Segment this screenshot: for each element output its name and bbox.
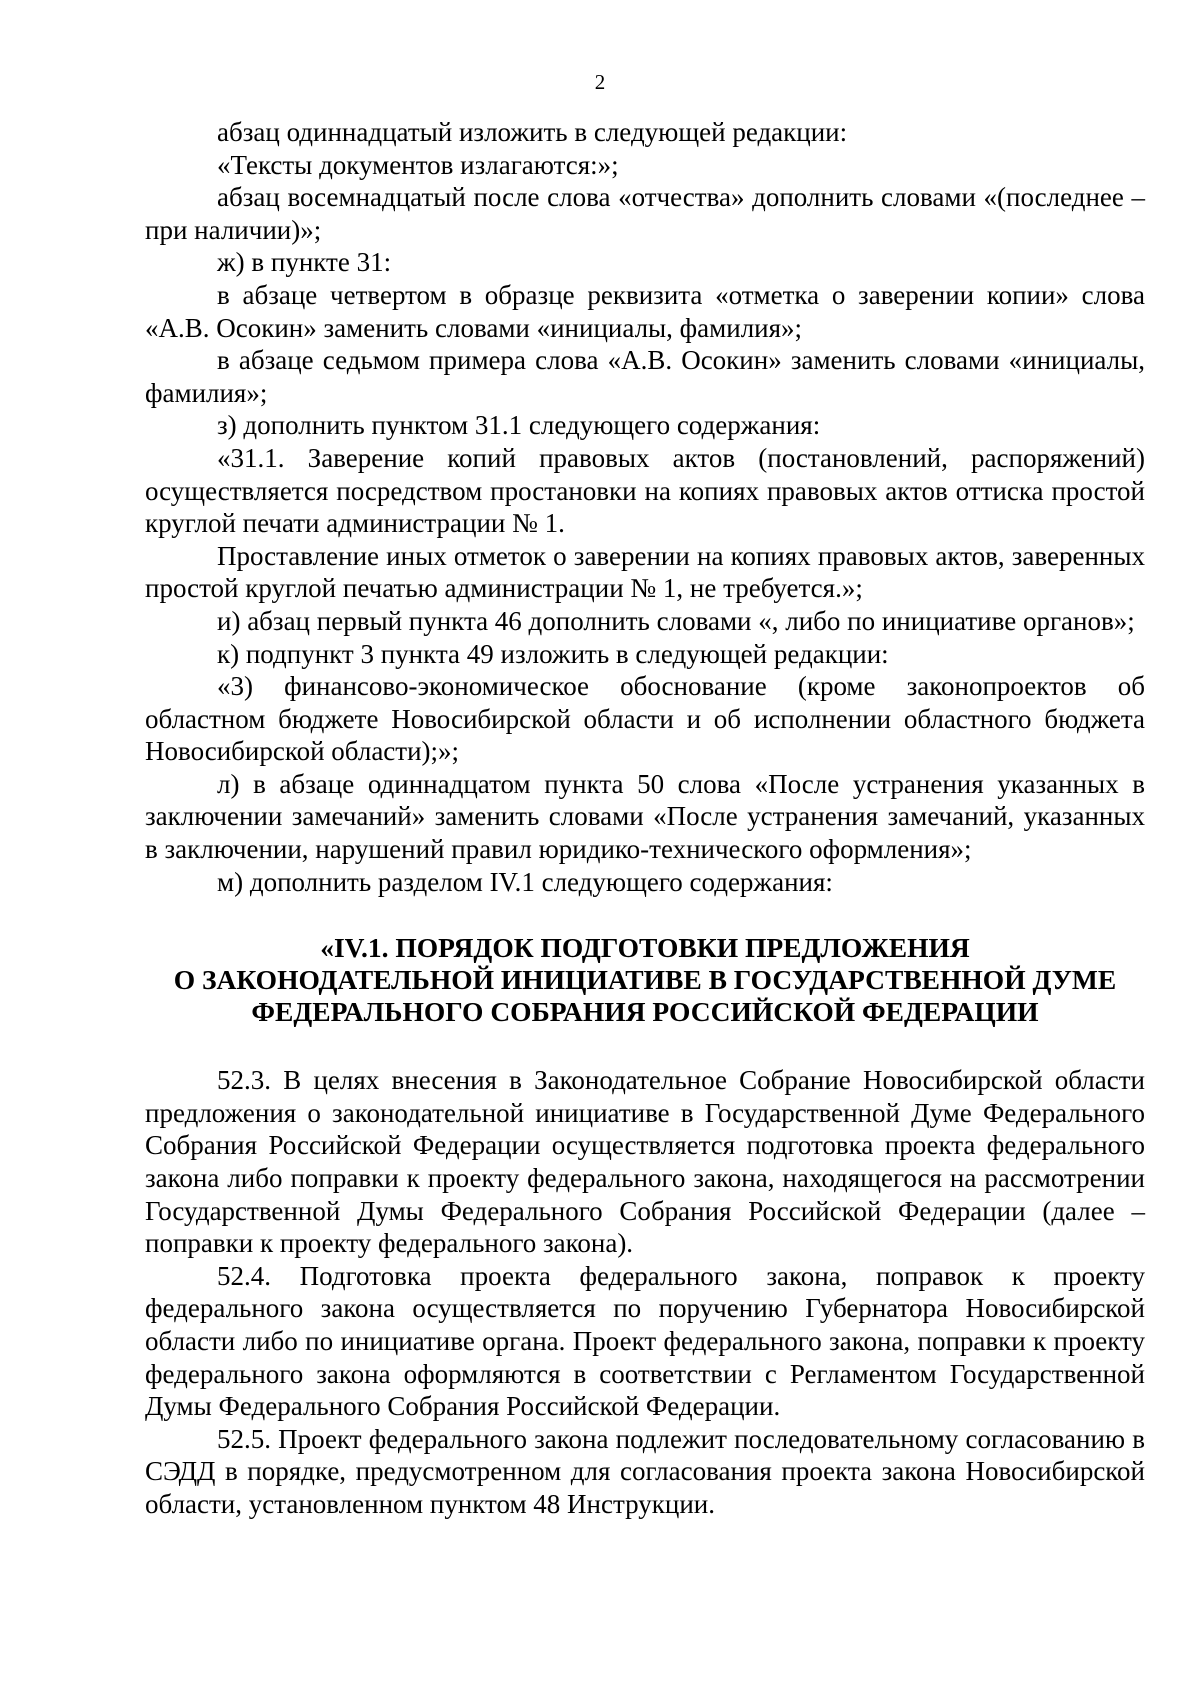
paragraph: 52.5. Проект федерального закона подлежит последовательному согласованию в СЭДД в порядке, предусмотренном для согласования проекта закона Новосибирской области, установленном пунктом 48 Инструкции. — [145, 1423, 1145, 1519]
paragraph: «3) финансово-экономическое обоснование (кроме законопроектов об областном бюджете Новосибирской области и об исполнении областного бюджета Новосибирской области);»; — [145, 671, 1145, 767]
document-body — [145, 116, 1145, 1521]
paragraph: и) абзац первый пункта 46 дополнить словами «, либо по инициативе органов»; — [217, 605, 1135, 636]
paragraph: абзац восемнадцатый после слова «отчества» дополнить словами «(последнее – при наличии)»; — [145, 182, 1145, 245]
paragraph: м) дополнить разделом IV.1 следующего содержания: — [217, 866, 833, 897]
paragraph: в абзаце четвертом в образце реквизита «отметка о заверении копии» слова «А.В. Осокин» заменить словами «инициалы, фамилия»; — [145, 279, 1145, 343]
paragraph: л) в абзаце одиннадцатом пункта 50 слова «После устранения указанных в заключении замечаний» заменить словами «После устранения замечаний, указанных в заключении, нарушений правил юридико-технического оформления»; — [145, 768, 1145, 865]
paragraph: в абзаце седьмом примера слова «А.В. Осокин» заменить словами «инициалы, фамилия»; — [145, 345, 1145, 408]
paragraph: «Тексты документов излагаются:»; — [217, 149, 619, 180]
section-heading-line: «IV.1. ПОРЯДОК ПОДГОТОВКИ ПРЕДЛОЖЕНИЯ — [320, 932, 970, 964]
page-number: 2 — [594, 70, 606, 94]
paragraph: з) дополнить пунктом 31.1 следующего содержания: — [217, 410, 821, 441]
paragraph: абзац одиннадцатый изложить в следующей редакции: — [217, 117, 848, 147]
paragraph: к) подпункт 3 пункта 49 изложить в следующей редакции: — [217, 638, 889, 669]
paragraph: «31.1. Заверение копий правовых актов (постановлений, распоряжений) осуществляется посредством простановки на копиях правовых актов оттиска простой круглой печати администрации № 1. — [145, 442, 1145, 539]
paragraph: 52.4. Подготовка проекта федерального закона, поправок к проекту федерального закона осуществляется по поручению Губернатора Новосибирской области либо по инициативе органа. Проект федерального закона, поправки к проекту федерального закона оформляются в соответствии с Регламентом Государственной Думы Федерального Собрания Российской Федерации. — [145, 1260, 1145, 1422]
section-heading — [145, 932, 1145, 1028]
paragraph: 52.3. В целях внесения в Законодательное Собрание Новосибирской области предложения о законодательной инициативе в Государственной Думе Федерального Собрания Российской Федерации осуществляется подготовка проекта федерального закона либо поправки к проекту федерального закона, находящегося на рассмотрении Государственной Думы Федерального Собрания Российской Федерации (далее – поправки к проекту федерального закона). — [145, 1065, 1145, 1259]
paragraph: Проставление иных отметок о заверении на копиях правовых актов, заверенных простой круглой печатью администрации № 1, не требуется.»; — [145, 540, 1145, 604]
paragraph: ж) в пункте 31: — [217, 247, 392, 278]
section-heading-line: О ЗАКОНОДАТЕЛЬНОЙ ИНИЦИАТИВЕ В ГОСУДАРСТВЕННОЙ ДУМЕ — [173, 964, 1117, 996]
section-heading-line: ФЕДЕРАЛЬНОГО СОБРАНИЯ РОССИЙСКОЙ ФЕДЕРАЦИИ — [251, 996, 1039, 1028]
